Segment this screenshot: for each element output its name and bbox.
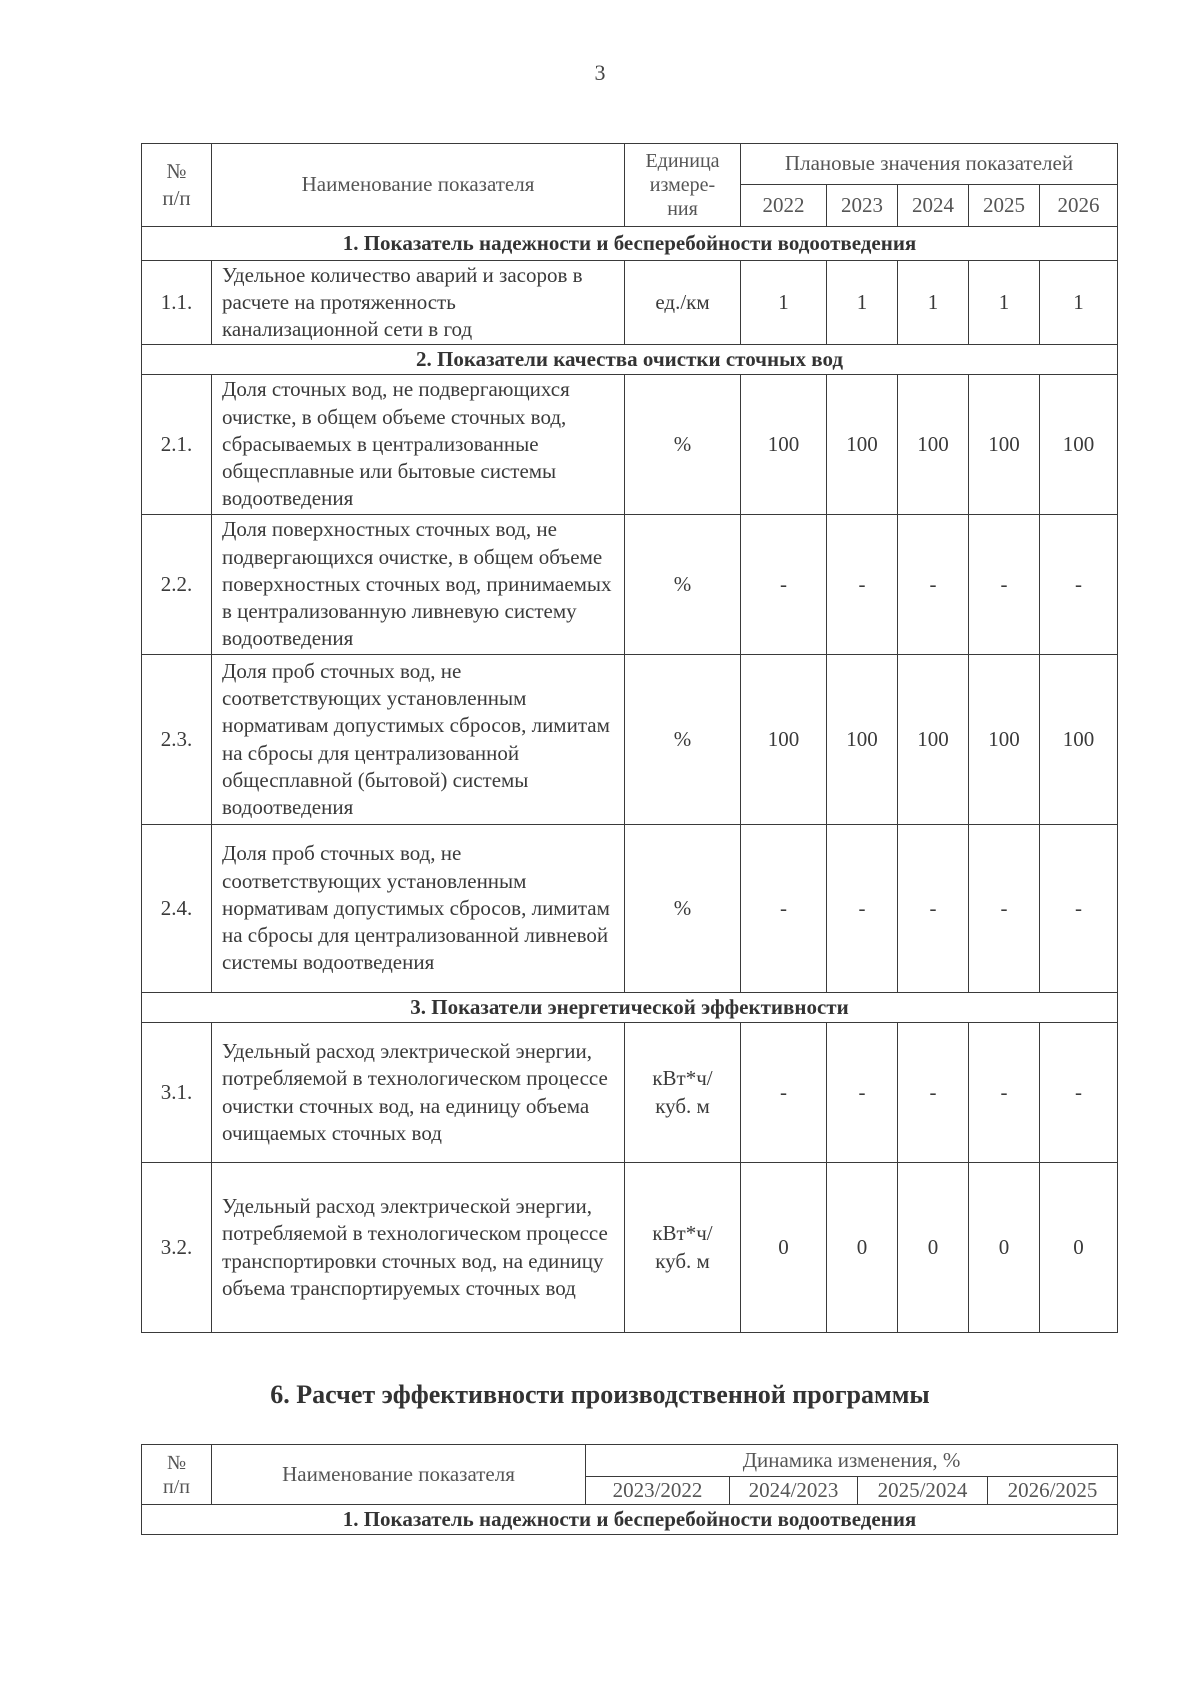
row-name: Удельное количество аварий и засоров в расчете на протяженность канализационной сети в год xyxy=(212,261,625,345)
row-value: - xyxy=(741,515,827,655)
row-num: 3.1. xyxy=(142,1023,212,1163)
row-value: 1 xyxy=(827,261,898,345)
row-value: - xyxy=(741,825,827,993)
row-value: - xyxy=(898,825,969,993)
table-row xyxy=(142,1163,1118,1333)
row-value: 0 xyxy=(741,1163,827,1333)
period-header: 2026/2025 xyxy=(988,1477,1118,1505)
row-unit: кВт*ч/ куб. м xyxy=(625,1163,741,1333)
section-title: 3. Показатели энергетической эффективности xyxy=(142,993,1118,1023)
row-value: 100 xyxy=(898,375,969,515)
row-unit: ед./км xyxy=(625,261,741,345)
row-value: 100 xyxy=(969,655,1040,825)
row-value: - xyxy=(741,1023,827,1163)
row-value: 1 xyxy=(898,261,969,345)
row-unit: % xyxy=(625,825,741,993)
col-name-header: Наименование показателя xyxy=(212,1445,586,1505)
row-unit: % xyxy=(625,655,741,825)
row-value: 0 xyxy=(1040,1163,1118,1333)
year-header: 2023 xyxy=(827,185,898,227)
col-name-header: Наименование показателя xyxy=(212,144,625,227)
row-name: Удельный расход электрической энергии, потребляемой в технологическом процессе транспортировки сточных вод, на единицу объема транспортируемых сточных вод xyxy=(212,1163,625,1333)
row-value: 100 xyxy=(898,655,969,825)
table-row xyxy=(142,375,1118,515)
row-num: 2.1. xyxy=(142,375,212,515)
period-header: 2024/2023 xyxy=(730,1477,858,1505)
col-num-header: № п/п xyxy=(142,1445,212,1505)
row-unit: % xyxy=(625,515,741,655)
row-value: - xyxy=(827,1023,898,1163)
row-value: 0 xyxy=(827,1163,898,1333)
row-name: Удельный расход электрической энергии, потребляемой в технологическом процессе очистки сточных вод, на единицу объема очищаемых сточных вод xyxy=(212,1023,625,1163)
row-value: 0 xyxy=(898,1163,969,1333)
row-value: 0 xyxy=(969,1163,1040,1333)
row-num: 2.4. xyxy=(142,825,212,993)
table-row xyxy=(142,261,1118,345)
row-value: 100 xyxy=(741,375,827,515)
year-header: 2026 xyxy=(1040,185,1118,227)
col-unit-header: Единица измере- ния xyxy=(625,144,741,227)
col-num-header: № п/п xyxy=(142,144,212,227)
indicators-table xyxy=(141,143,1118,1333)
row-value: 100 xyxy=(1040,375,1118,515)
row-unit: кВт*ч/ куб. м xyxy=(625,1023,741,1163)
dynamics-header: Динамика изменения, % xyxy=(586,1445,1118,1477)
row-value: - xyxy=(1040,1023,1118,1163)
row-value: 100 xyxy=(827,375,898,515)
row-value: 1 xyxy=(1040,261,1118,345)
row-value: 100 xyxy=(1040,655,1118,825)
section-title: 2. Показатели качества очистки сточных вод xyxy=(142,345,1118,375)
row-value: 1 xyxy=(969,261,1040,345)
table-row xyxy=(142,825,1118,993)
row-value: 1 xyxy=(741,261,827,345)
efficiency-table xyxy=(141,1444,1118,1535)
table-row xyxy=(142,1023,1118,1163)
section-title: 1. Показатель надежности и бесперебойности водоотведения xyxy=(142,227,1118,261)
section-title: 1. Показатель надежности и бесперебойности водоотведения xyxy=(142,1505,1118,1535)
period-header: 2025/2024 xyxy=(858,1477,988,1505)
row-name: Доля поверхностных сточных вод, не подвергающихся очистке, в общем объеме поверхностных сточных вод, принимаемых в централизованную ливневую систему водоотведения xyxy=(212,515,625,655)
period-header: 2023/2022 xyxy=(586,1477,730,1505)
plan-values-header: Плановые значения показателей xyxy=(741,144,1118,185)
row-num: 2.2. xyxy=(142,515,212,655)
row-value: - xyxy=(827,825,898,993)
row-name: Доля проб сточных вод, не соответствующих установленным нормативам допустимых сбросов, лимитам на сбросы для централизованной общесплавной (бытовой) системы водоотведения xyxy=(212,655,625,825)
row-num: 3.2. xyxy=(142,1163,212,1333)
row-value: - xyxy=(969,515,1040,655)
row-name: Доля проб сточных вод, не соответствующих установленным нормативам допустимых сбросов, лимитам на сбросы для централизованной ливневой системы водоотведения xyxy=(212,825,625,993)
row-value: - xyxy=(1040,825,1118,993)
row-num: 2.3. xyxy=(142,655,212,825)
row-value: - xyxy=(969,825,1040,993)
row-value: 100 xyxy=(827,655,898,825)
row-num: 1.1. xyxy=(142,261,212,345)
page-number: 3 xyxy=(594,60,606,85)
row-value: - xyxy=(969,1023,1040,1163)
row-unit: % xyxy=(625,375,741,515)
year-header: 2025 xyxy=(969,185,1040,227)
year-header: 2024 xyxy=(898,185,969,227)
row-value: - xyxy=(1040,515,1118,655)
row-value: - xyxy=(898,515,969,655)
table-row xyxy=(142,515,1118,655)
table-row xyxy=(142,655,1118,825)
row-value: - xyxy=(898,1023,969,1163)
section-heading: 6. Расчет эффективности производственной программы xyxy=(270,1380,930,1409)
row-name: Доля сточных вод, не подвергающихся очистке, в общем объеме сточных вод, сбрасываемых в централизованные общесплавные или бытовые системы водоотведения xyxy=(212,375,625,515)
row-value: 100 xyxy=(741,655,827,825)
year-header: 2022 xyxy=(741,185,827,227)
row-value: 100 xyxy=(969,375,1040,515)
row-value: - xyxy=(827,515,898,655)
